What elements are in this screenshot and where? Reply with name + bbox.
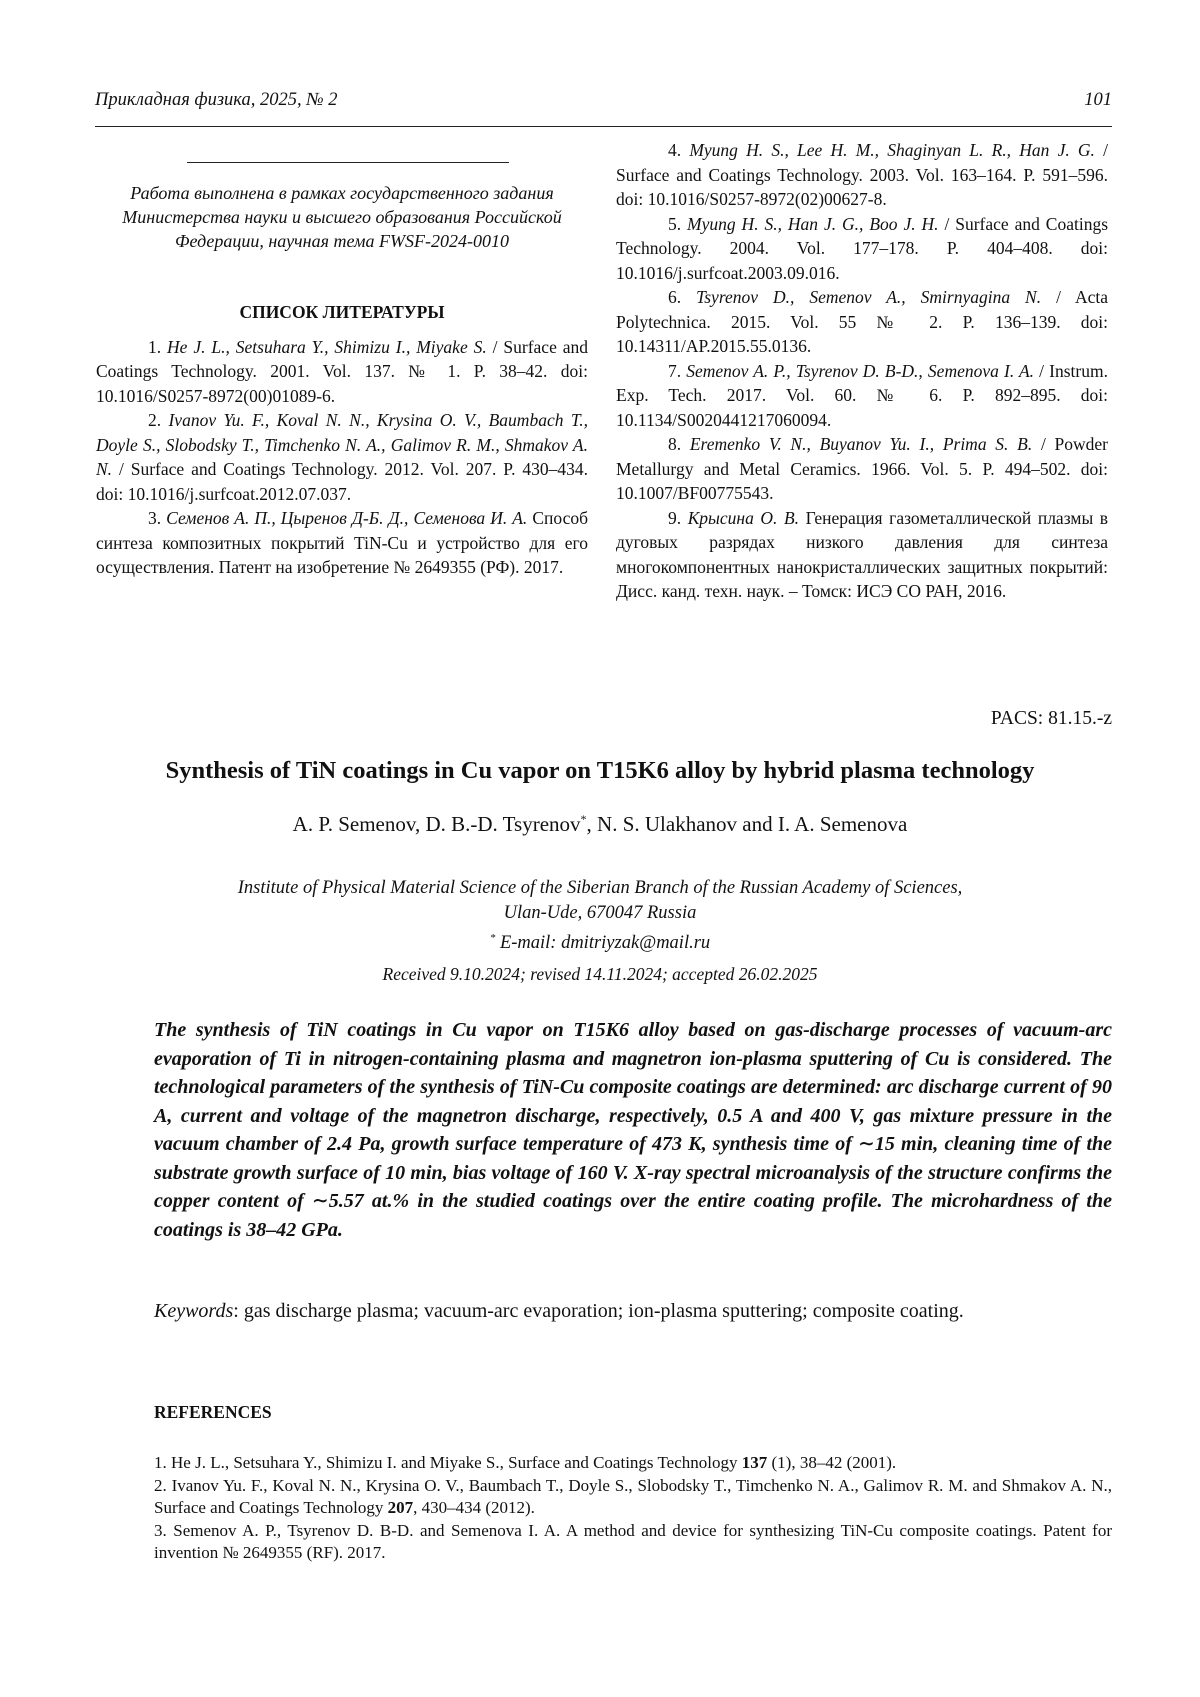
author-list: A. P. Semenov, D. B.-D. Tsyrenov*, N. S. Ulakhanov and I. A. Semenova	[0, 812, 1200, 837]
funding-note: Работа выполнена в рамках государственного задания Министерства науки и высшего образования Российской Федерации, научная тема FWSF-2024-0010	[96, 181, 588, 253]
abstract: The synthesis of TiN coatings in Cu vapor on T15K6 alloy based on gas-discharge processes of vacuum-arc evaporation of Ti in nitrogen-containing plasma and magnetron ion-plasma sputtering of Cu is considered. The technological parameters of the synthesis of TiN-Cu composite coatings are determined: arc discharge current of 90 A, current and voltage of the magnetron discharge, respectively, 0.5 A and 400 V, gas mixture pressure in the vacuum chamber of 2.4 Pa, growth surface temperature of 473 K, synthesis time of ∼15 min, cleaning time of the substrate growth surface of 10 min, bias voltage of 160 V. X-ray spectral microanalysis of the structure confirms the copper content of ∼5.57 at.% in the studied coatings over the entire coating profile. The microhardness of the coatings is 38–42 GPa.	[154, 1016, 1112, 1244]
pacs-code: PACS: 81.15.-z	[991, 708, 1112, 730]
journal-name: Прикладная физика, 2025, № 2	[95, 90, 338, 126]
corresponding-mark: *	[581, 812, 587, 826]
reference-item: 8. Eremenko V. N., Buyanov Yu. I., Prima S. B. / Powder Metallurgy and Metal Ceramics. 1966. Vol. 5. P. 494–502. doi: 10.1007/BF00775543.	[616, 432, 1108, 506]
references-heading-en: REFERENCES	[154, 1402, 272, 1423]
reference-item: 3. Семенов А. П., Цыренов Д-Б. Д., Семенова И. А. Способ синтеза композитных покрытий TiN-Cu и устройство для его осуществления. Патент на изобретение № 2649355 (РФ). 2017.	[96, 506, 588, 580]
contact-email: * E-mail: dmitriyzak@mail.ru	[120, 926, 1080, 956]
keywords: Keywords: gas discharge plasma; vacuum-arc evaporation; ion-plasma sputtering; composite coating.	[154, 1298, 1112, 1324]
running-header	[95, 90, 1112, 127]
reference-item: 7. Semenov A. P., Tsyrenov D. B-D., Semenova I. A. / Instrum. Exp. Tech. 2017. Vol. 60. № 6. P. 892–895. doi: 10.1134/S0020441217060094.	[616, 359, 1108, 433]
reference-item: 3. Semenov A. P., Tsyrenov D. B-D. and Semenova I. A. A method and device for synthesizing TiN-Cu composite coatings. Patent for invention № 2649355 (RF). 2017.	[154, 1520, 1112, 1565]
references-list-ru-left	[96, 335, 588, 580]
references-list-en	[154, 1452, 1112, 1565]
reference-item: 1. He J. L., Setsuhara Y., Shimizu I. and Miyake S., Surface and Coatings Technology 137 (1), 38–42 (2001).	[154, 1452, 1112, 1475]
reference-item: 5. Myung H. S., Han J. G., Boo J. H. / Surface and Coatings Technology. 2004. Vol. 177–178. P. 404–408. doi: 10.1016/j.surfcoat.2003.09.016.	[616, 212, 1108, 286]
reference-item: 4. Myung H. S., Lee H. M., Shaginyan L. R., Han J. G. / Surface and Coatings Technology. 2003. Vol. 163–164. P. 591–596. doi: 10.1016/S0257-8972(02)00627-8.	[616, 138, 1108, 212]
received-dates: Received 9.10.2024; revised 14.11.2024; accepted 26.02.2025	[0, 964, 1200, 985]
keywords-label: Keywords	[154, 1300, 233, 1322]
article-title: Synthesis of TiN coatings in Cu vapor on T15K6 alloy by hybrid plasma technology	[60, 757, 1140, 785]
affiliation: Institute of Physical Material Science of the Siberian Branch of the Russian Academy of Sciences, Ulan-Ude, 670047 Russia * E-mail: dmitriyzak@mail.ru	[120, 876, 1080, 956]
left-column	[96, 138, 588, 580]
page-number: 101	[1084, 90, 1112, 126]
references-heading-ru: СПИСОК ЛИТЕРАТУРЫ	[96, 300, 588, 325]
reference-item: 2. Ivanov Yu. F., Koval N. N., Krysina O. V., Baumbach T., Doyle S., Slobodsky T., Timchenko N. A., Galimov R. M., Shmakov A. N. / Surface and Coatings Technology. 2012. Vol. 207. P. 430–434. doi: 10.1016/j.surfcoat.2012.07.037.	[96, 408, 588, 506]
separator-rule	[187, 162, 509, 163]
right-column	[616, 138, 1108, 604]
reference-item: 6. Tsyrenov D., Semenov A., Smirnyagina N. / Acta Polytechnica. 2015. Vol. 55 № 2. P. 136–139. doi: 10.14311/AP.2015.55.0136.	[616, 285, 1108, 359]
reference-item: 9. Крысина О. В. Генерация газометаллической плазмы в дуговых разрядах низкого давления для синтеза многокомпонентных нанокристаллических защитных покрытий: Дисс. канд. техн. наук. – Томск: ИСЭ СО РАН, 2016.	[616, 506, 1108, 604]
reference-item: 2. Ivanov Yu. F., Koval N. N., Krysina O. V., Baumbach T., Doyle S., Slobodsky T., Timchenko N. A., Galimov R. M. and Shmakov A. N., Surface and Coatings Technology 207, 430–434 (2012).	[154, 1475, 1112, 1520]
reference-item: 1. He J. L., Setsuhara Y., Shimizu I., Miyake S. / Surface and Coatings Technology. 2001. Vol. 137. № 1. P. 38–42. doi: 10.1016/S0257-8972(00)01089-6.	[96, 335, 588, 409]
